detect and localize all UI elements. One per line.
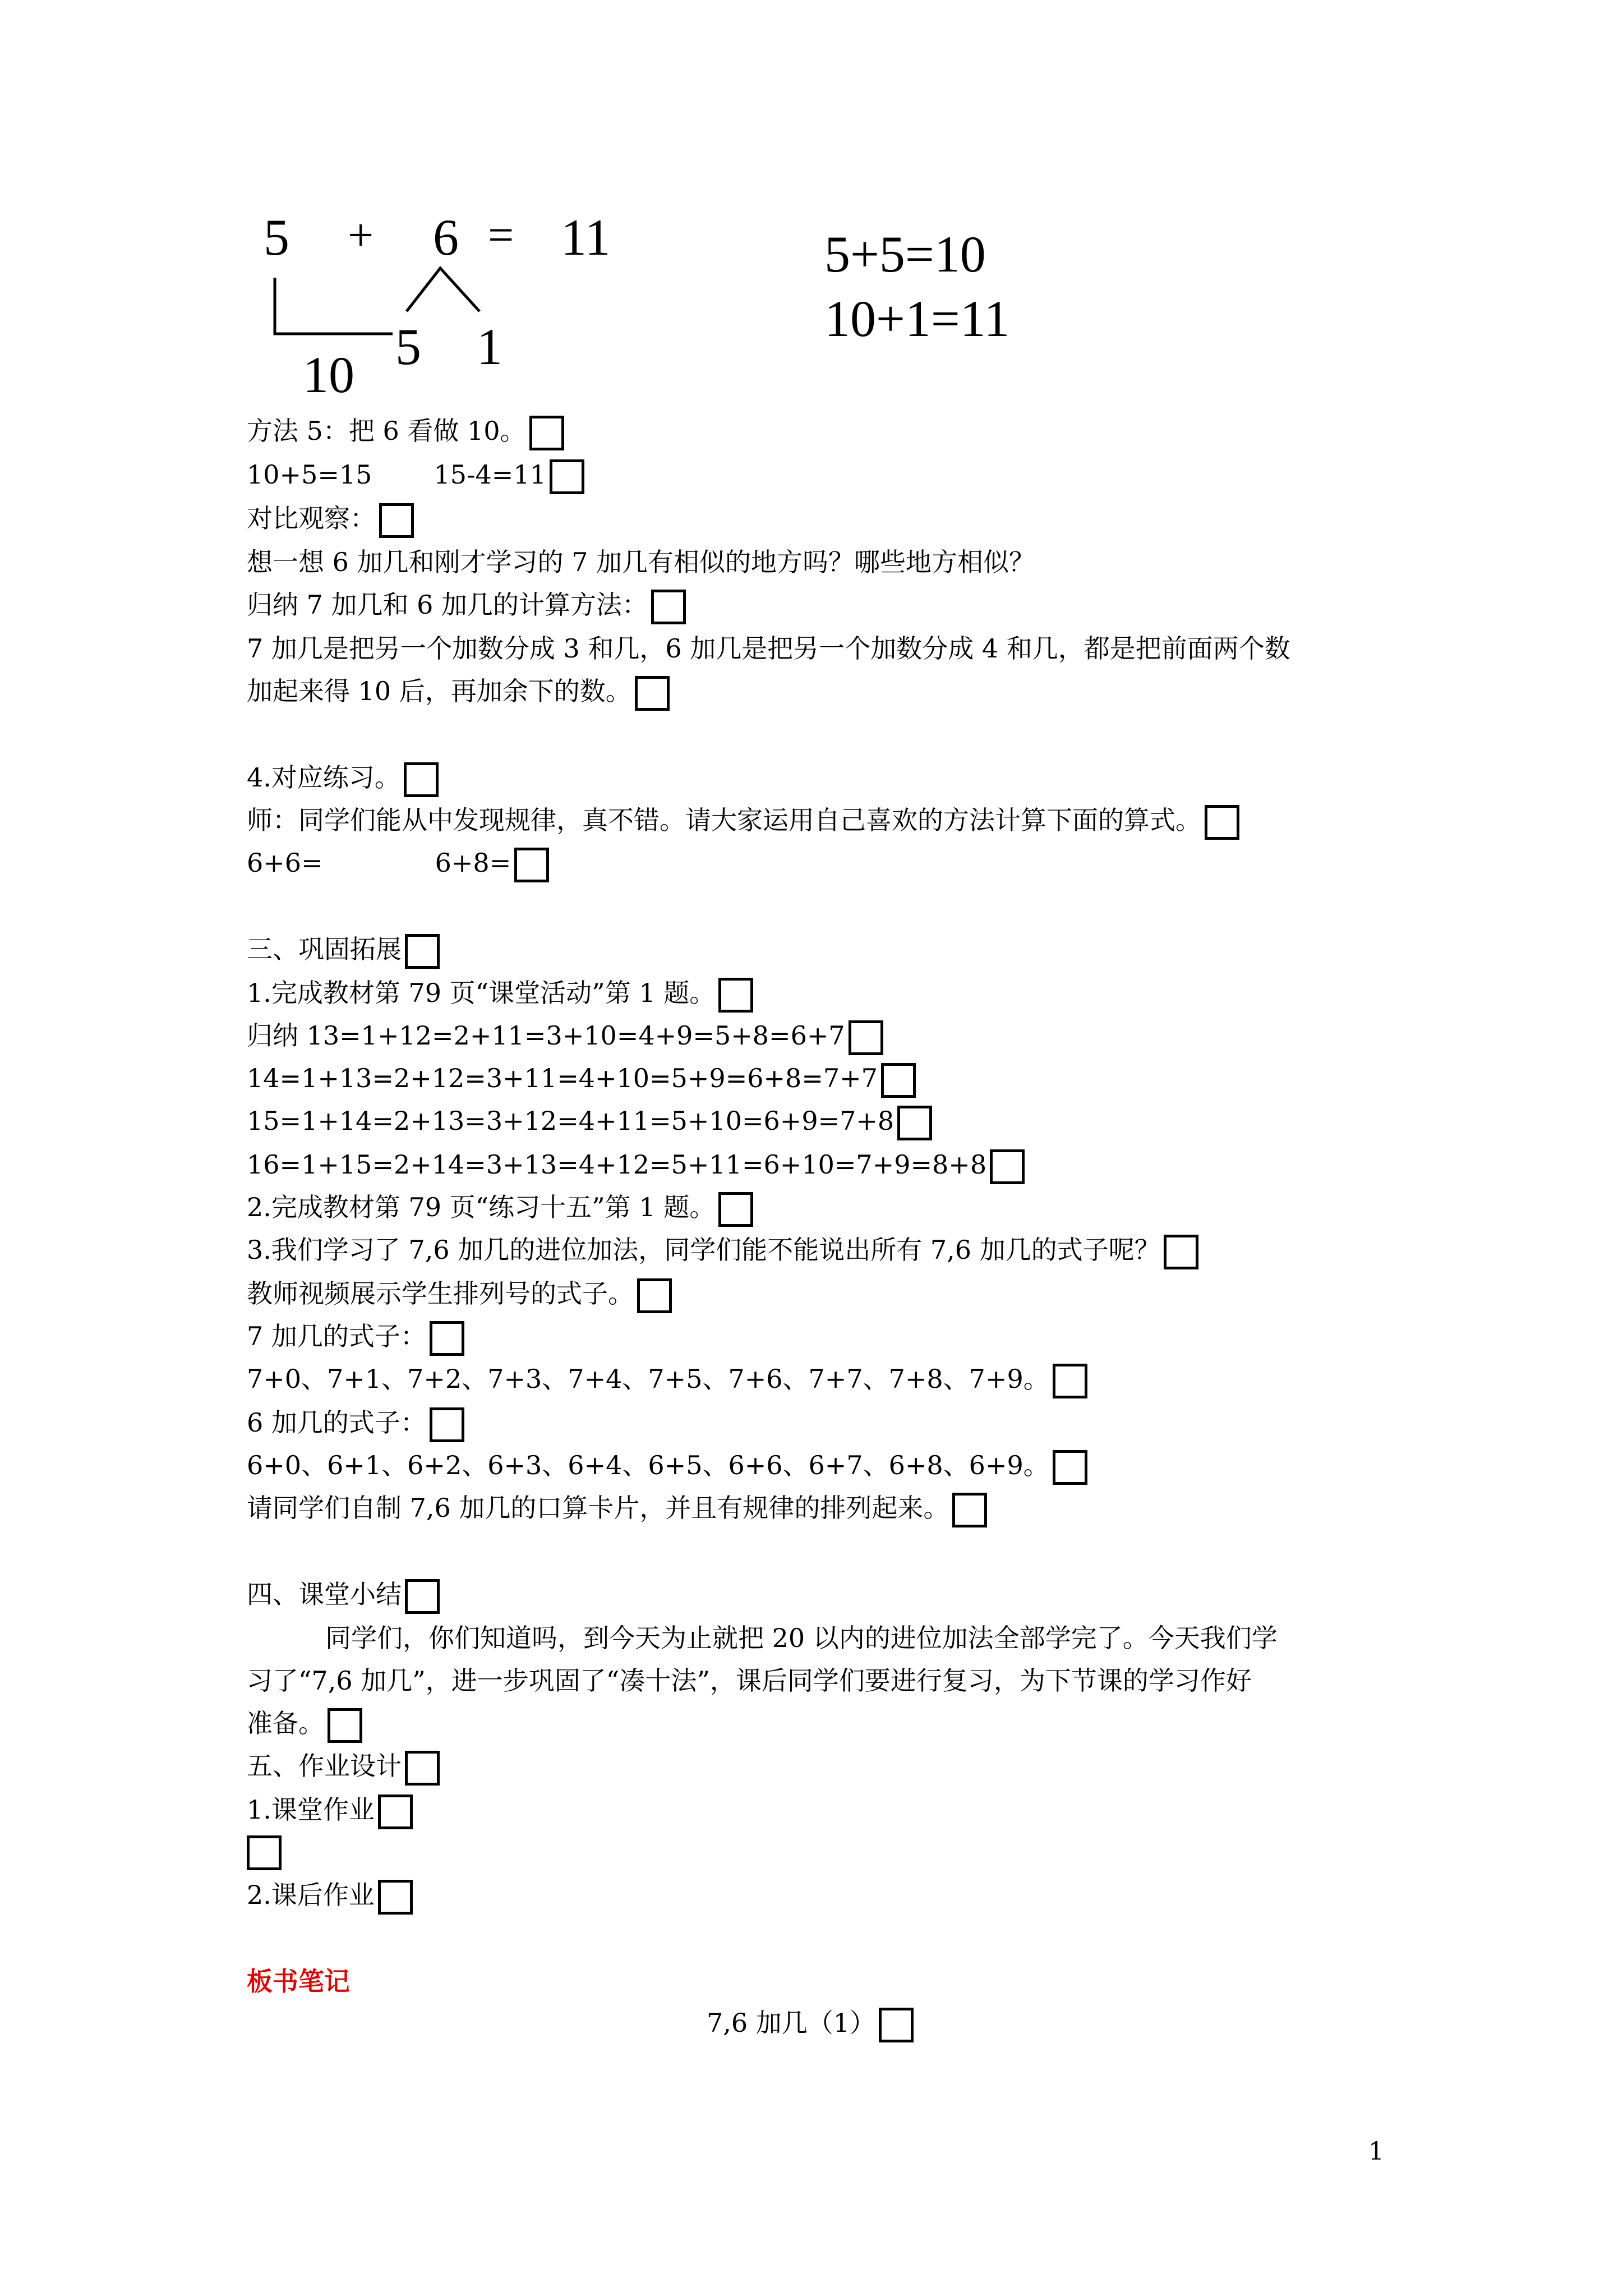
checkbox[interactable]	[881, 1063, 916, 1098]
method-5-text: 方法 5：把 6 看做 10。	[247, 416, 526, 446]
checkbox[interactable]	[897, 1106, 932, 1140]
text-line	[247, 1407, 464, 1442]
activity-text: 请同学们自制 7,6 加几的口算卡片，并且有规律的排列起来。	[247, 1493, 949, 1523]
text-line	[247, 1234, 1198, 1269]
text-line	[247, 1750, 440, 1786]
text-line	[247, 1708, 362, 1743]
text-line	[247, 1665, 1252, 1696]
text-line	[247, 1149, 1025, 1184]
list-label: 7 加几的式子：	[247, 1321, 426, 1351]
summary-equation: 归纳 13=1+12=2+11=3+10=4+9=5+8=6+7	[247, 1020, 845, 1051]
checkbox[interactable]	[405, 1751, 440, 1786]
checkbox[interactable]	[651, 590, 686, 624]
blackboard-heading-text: 板书笔记	[247, 1966, 350, 1996]
text-line	[247, 1879, 413, 1915]
text-line	[247, 977, 753, 1013]
equation-text: 6+6=	[247, 848, 323, 878]
checkbox[interactable]	[378, 1795, 413, 1829]
checkbox[interactable]	[379, 503, 414, 538]
text-line	[247, 503, 414, 538]
checkbox[interactable]	[529, 416, 564, 450]
checkbox[interactable]	[550, 459, 584, 494]
summary-paragraph: 准备。	[247, 1708, 324, 1738]
question-text: 想一想 6 加几和刚才学习的 7 加几有相似的地方吗？哪些地方相似？	[247, 547, 1035, 577]
section-heading-3: 三、巩固拓展	[247, 934, 402, 964]
text-line	[247, 1794, 413, 1829]
list-equations: 7+0、7+1、7+2、7+3、7+4、7+5、7+6、7+7、7+8、7+9。	[247, 1364, 1049, 1394]
text-line	[247, 1579, 440, 1614]
text-line	[247, 1450, 1087, 1485]
diagram-split-b: 1	[477, 318, 502, 375]
blackboard-title	[707, 2007, 914, 2042]
summary-paragraph: 同学们，你们知道吗，到今天为止就把 20 以内的进位加法全部学完了。今天我们学	[325, 1623, 1278, 1653]
section-heading-4: 四、课堂小结	[247, 1579, 402, 1609]
diagram-split-a: 5	[395, 318, 421, 375]
homework-item: 1.课堂作业	[247, 1795, 375, 1825]
diagram-addend-1: 5	[264, 209, 289, 266]
page-number: 1	[1368, 2137, 1384, 2166]
text-line	[247, 804, 1239, 840]
list-equations: 6+0、6+1、6+2、6+3、6+4、6+5、6+6、6+7、6+8、6+9。	[247, 1450, 1049, 1480]
text-line	[247, 1020, 883, 1055]
checkbox[interactable]	[952, 1493, 987, 1527]
lesson-title: 7,6 加几（1）	[707, 2008, 876, 2038]
checkbox[interactable]	[404, 762, 439, 797]
text-line	[247, 1320, 464, 1356]
text-line	[247, 633, 1290, 664]
text-line	[247, 1492, 987, 1527]
decomposition-lines	[0, 0, 1623, 449]
homework-item: 2.课后作业	[247, 1880, 375, 1910]
diagram-addend-2: 6	[433, 209, 459, 266]
checkbox[interactable]	[637, 1278, 672, 1313]
text-line	[247, 1062, 916, 1098]
text-line	[247, 1191, 753, 1227]
list-label: 6 加几的式子：	[247, 1407, 426, 1438]
blackboard-heading	[247, 1966, 350, 1997]
teacher-text: 教师视频展示学生排列号的式子。	[247, 1278, 634, 1309]
method-text: 加起来得 10 后，再加余下的数。	[247, 676, 631, 706]
checkbox[interactable]	[430, 1407, 464, 1442]
diagram-ten: 10	[303, 346, 354, 403]
summary-paragraph: 习了“7,6 加几”，进一步巩固了“凑十法”，课后同学们要进行复习，为下节课的学习作好	[247, 1665, 1252, 1696]
diagram-equals: =	[488, 209, 514, 260]
section-heading-5: 五、作业设计	[247, 1751, 402, 1781]
text-line	[247, 1363, 1087, 1398]
summary-equation: 14=1+13=2+12=3+11=4+10=5+9=6+8=7+7	[247, 1063, 878, 1093]
checkbox[interactable]	[635, 676, 670, 711]
text-line	[247, 546, 1035, 578]
equation-text: 15-4=11	[434, 459, 546, 490]
text-line	[247, 415, 564, 450]
text-line	[247, 1278, 672, 1313]
diagram-plus: +	[348, 209, 374, 260]
summary-equation: 15=1+14=2+13=3+12=4+11=5+10=6+9=7+8	[247, 1106, 895, 1136]
compare-text: 对比观察：	[247, 503, 376, 533]
text-line	[247, 847, 549, 882]
checkbox[interactable]	[1164, 1235, 1198, 1269]
text-line	[247, 675, 670, 711]
checkbox[interactable]	[430, 1321, 464, 1356]
checkbox[interactable]	[405, 1579, 440, 1614]
method-text: 7 加几是把另一个加数分成 3 和几，6 加几是把另一个加数分成 4 和几，都是把前面两个数	[247, 633, 1290, 664]
teacher-text: 师：同学们能从中发现规律，真不错。请大家运用自己喜欢的方法计算下面的算式。	[247, 805, 1201, 835]
exercise-text: 2.完成教材第 79 页“练习十五”第 1 题。	[247, 1192, 716, 1222]
text-line	[247, 459, 584, 494]
equation-text: 10+5=15	[247, 459, 372, 490]
checkbox[interactable]	[1053, 1364, 1087, 1398]
checkbox[interactable]	[247, 1835, 282, 1870]
equation-text: 6+8=	[435, 848, 511, 878]
exercise-text: 1.完成教材第 79 页“课堂活动”第 1 题。	[247, 978, 716, 1008]
practice-heading: 4.对应练习。	[247, 762, 400, 793]
diagram-result: 11	[561, 209, 611, 266]
checkbox[interactable]	[718, 1192, 753, 1227]
text-line	[247, 1105, 932, 1140]
exercise-text: 3.我们学习了 7,6 加几的进位加法，同学们能不能说出所有 7,6 加几的式子呢？	[247, 1235, 1160, 1265]
checkbox[interactable]	[405, 934, 440, 969]
summary-equation: 16=1+15=2+14=3+13=4+12=5+11=6+10=7+9=8+8	[247, 1149, 987, 1180]
checkbox[interactable]	[879, 2008, 914, 2042]
checkbox[interactable]	[1205, 805, 1239, 840]
text-line	[247, 1622, 1278, 1654]
text-line	[247, 933, 440, 969]
checkbox[interactable]	[849, 1020, 883, 1055]
checkbox[interactable]	[378, 1880, 413, 1915]
text-line	[247, 762, 439, 797]
checkbox[interactable]	[328, 1708, 362, 1743]
checkbox[interactable]	[718, 978, 753, 1013]
summary-text: 归纳 7 加几和 6 加几的计算方法：	[247, 590, 648, 620]
diagram-equation-1: 5+5=10	[824, 226, 986, 283]
text-line	[247, 589, 686, 624]
diagram-equation-2: 10+1=11	[824, 290, 1010, 347]
checkbox[interactable]	[514, 848, 549, 882]
checkbox[interactable]	[1053, 1450, 1087, 1485]
checkbox[interactable]	[990, 1149, 1025, 1184]
